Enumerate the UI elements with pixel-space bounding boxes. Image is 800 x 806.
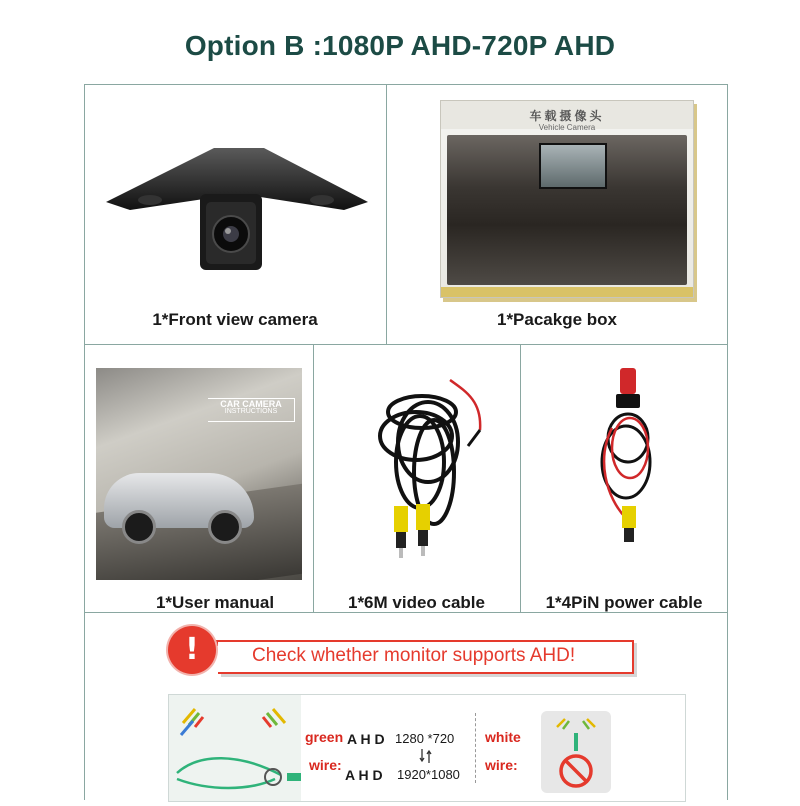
caption-power-cable: 1*4PiN power cable [545,593,703,612]
grid-line-top [84,84,728,85]
caption-user-manual: 1*User manual [155,593,275,612]
green-wire-suffix: wire: [309,757,342,773]
wiring-illustration [169,695,301,801]
grid-line-v1 [386,84,387,344]
power-cable-image [586,368,670,554]
ahd-label-2: A H D [345,767,383,783]
wiring-diagram [168,694,686,802]
exclamation-icon: ! [185,632,199,667]
green-wire-label: green [305,729,344,745]
video-cable-image [372,372,492,562]
package-screen [539,143,607,189]
diagram-separator [475,713,476,783]
resolution-1080: 1920*1080 [397,767,460,782]
package-en-label: Vehicle Camera [538,123,596,132]
warning-circle [168,626,216,674]
grid-line-row1 [84,344,728,345]
resolution-720: 1280 *720 [395,731,455,746]
ahd-label-1: A H D [347,731,385,747]
manual-cover-subtitle: INSTRUCTIONS [224,408,278,415]
grid-line-v2 [313,344,314,612]
manual-car-wheel [208,510,242,544]
user-manual-image [96,368,302,580]
caption-package-box: 1*Pacakge box [496,310,617,329]
manual-cover-title: CAR CAMERA [208,398,295,422]
caption-front-camera: 1*Front view camera [152,310,318,329]
white-wire-suffix: wire: [485,757,518,773]
no-cut-icon [541,711,611,793]
package-cn-label: 车载摄像头 [529,109,605,123]
page-title: Option B :1080P AHD-720P AHD [184,30,616,61]
package-stripe [441,287,693,297]
grid-line-v3 [520,344,521,612]
no-cut-panel [541,711,611,793]
warning-text: Check whether monitor supports AHD! [252,645,576,666]
switch-arrow-icon [419,747,433,765]
caption-video-cable: 1*6M video cable [347,593,485,612]
package-dashboard-photo [447,135,687,285]
manual-car-wheel [122,510,156,544]
white-wire-label: white [485,729,521,745]
package-box-image [440,100,694,298]
front-camera-image [104,140,370,280]
wire-cut-icon [169,695,301,801]
